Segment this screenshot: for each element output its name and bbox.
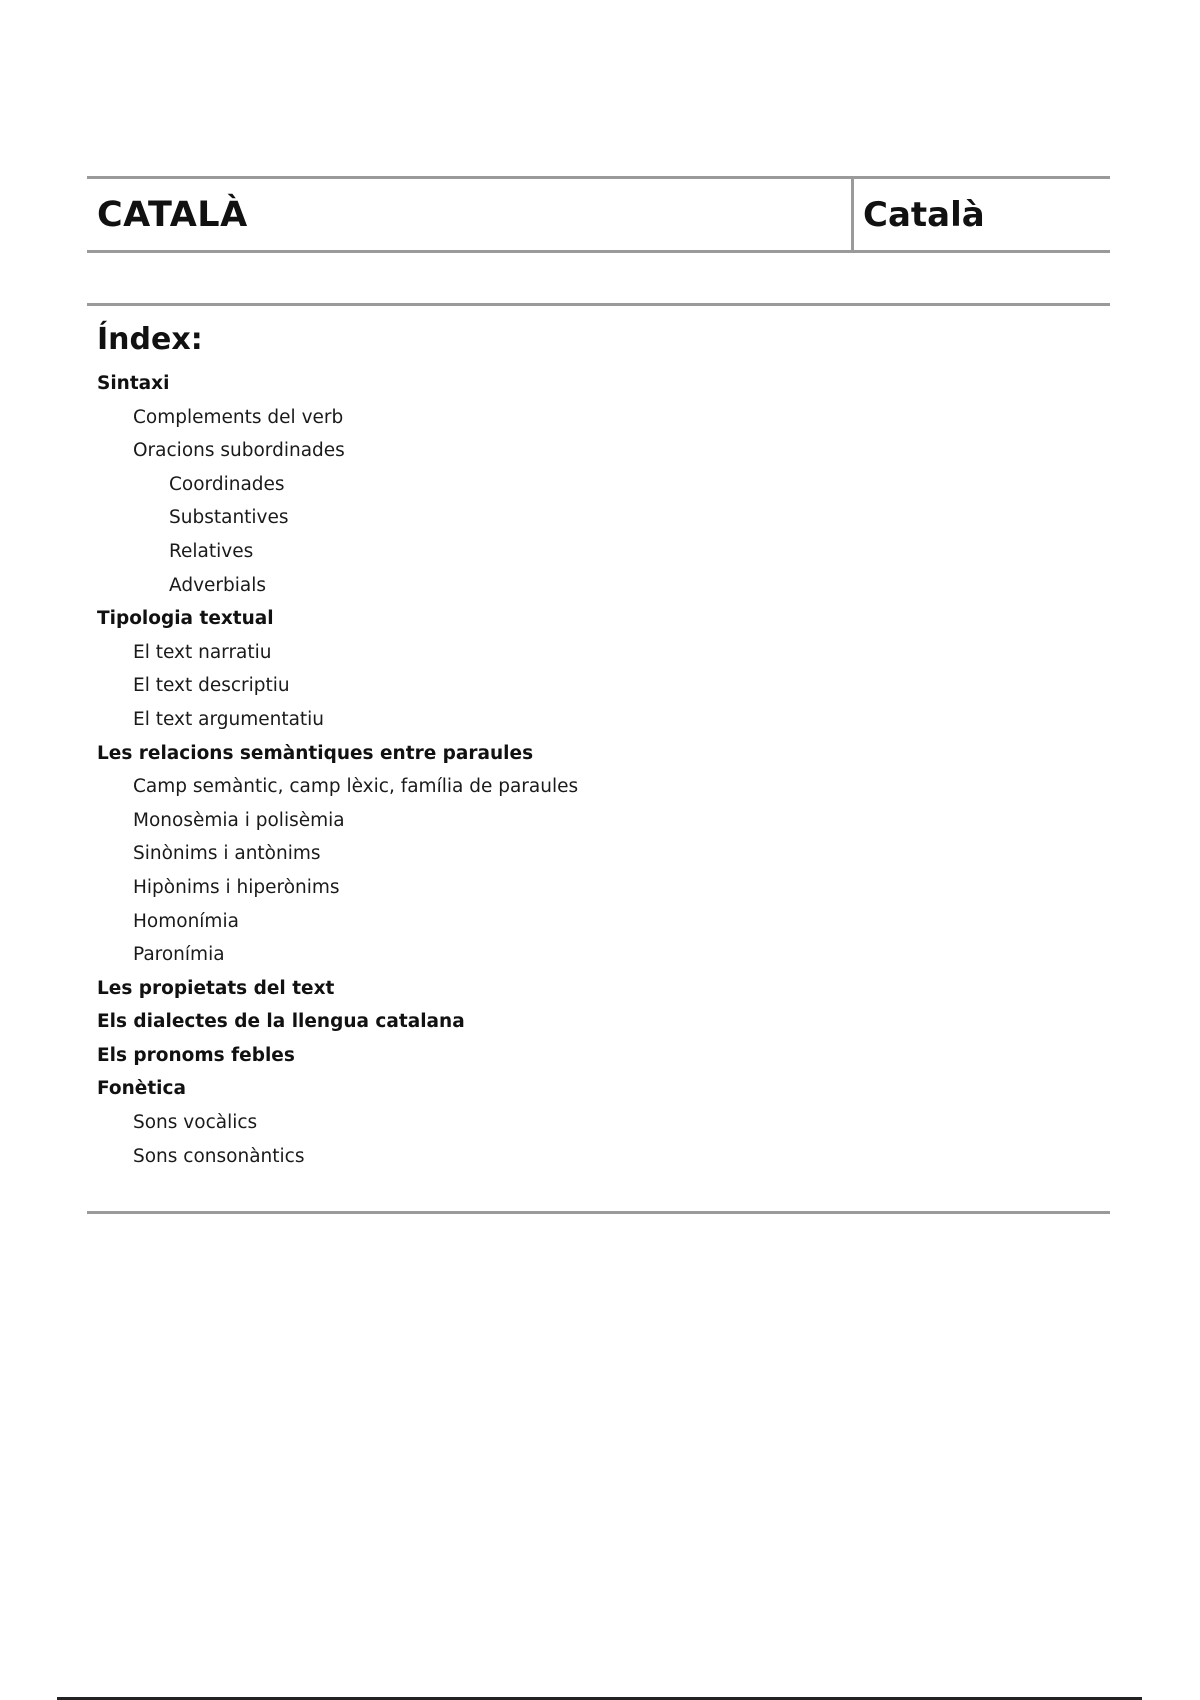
index-subentry[interactable]: Camp semàntic, camp lèxic, família de paraules xyxy=(133,776,579,798)
index-subentry[interactable]: Sons vocàlics xyxy=(133,1112,258,1134)
index-section-entry[interactable]: Els dialectes de la llengua catalana xyxy=(97,1011,465,1033)
index-subentry[interactable]: El text argumentatiu xyxy=(133,708,325,730)
index-section-entry[interactable]: Fonètica xyxy=(97,1078,186,1100)
index-section-entry[interactable]: Sintaxi xyxy=(97,373,170,394)
index-subentry[interactable]: Homonímia xyxy=(133,910,239,932)
index-subentry[interactable]: Paronímia xyxy=(133,944,225,966)
header-subject-cell xyxy=(854,179,1110,250)
index-section-entry[interactable]: Tipologia textual xyxy=(97,608,274,630)
index-subentry[interactable]: Monosèmia i polisèmia xyxy=(133,809,345,831)
index-subentry[interactable]: Complements del verb xyxy=(133,406,344,428)
index-subentry[interactable]: Relatives xyxy=(169,540,254,562)
subject-label: Català xyxy=(863,194,985,235)
index-section-entry[interactable]: Les propietats del text xyxy=(97,977,335,999)
index-subentry[interactable]: El text descriptiu xyxy=(133,675,290,697)
index-heading: Índex: xyxy=(97,322,203,357)
header-title-cell xyxy=(87,179,854,250)
index-subentry[interactable]: Sinònims i antònims xyxy=(133,843,321,865)
index-subentry[interactable]: Oracions subordinades xyxy=(133,440,345,462)
index-subentry[interactable]: El text narratiu xyxy=(133,641,272,663)
index-subentry[interactable]: Hipònims i hiperònims xyxy=(133,876,340,898)
index-section xyxy=(87,303,1110,1214)
index-subentry[interactable]: Adverbials xyxy=(169,574,267,596)
index-section-entry[interactable]: Les relacions semàntiques entre paraules xyxy=(97,742,534,764)
index-section-entry[interactable]: Els pronoms febles xyxy=(97,1044,295,1066)
header-table xyxy=(87,176,1110,253)
index-subentry[interactable]: Sons consonàntics xyxy=(133,1145,305,1167)
document-title: CATALÀ xyxy=(97,194,248,235)
index-subentry[interactable]: Substantives xyxy=(169,507,289,529)
index-list xyxy=(97,367,578,1173)
index-subentry[interactable]: Coordinades xyxy=(169,473,285,495)
